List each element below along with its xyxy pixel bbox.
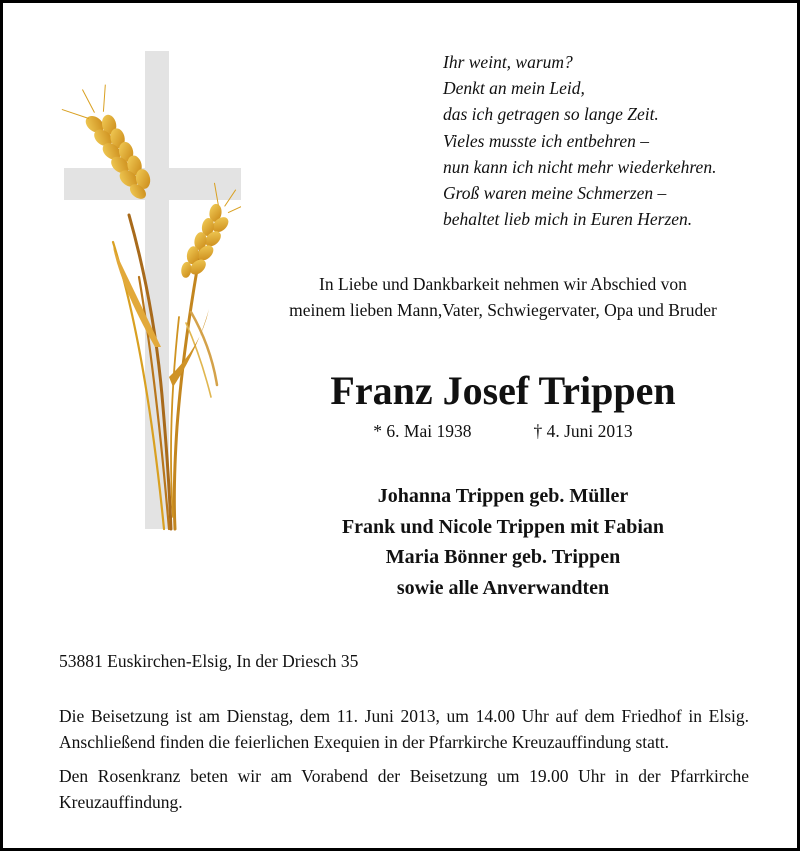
family-line: Maria Bönner geb. Trippen	[385, 546, 621, 568]
cross-with-wheat-emblem	[51, 47, 241, 537]
death-date: † 4. Juni 2013	[533, 421, 633, 441]
mourning-family	[243, 481, 763, 603]
family-line: sowie alle Anverwandten	[396, 576, 610, 599]
poem-line: Ihr weint, warum?	[443, 52, 573, 72]
poem-line: behaltet lieb mich in Euren Herzen.	[443, 209, 693, 230]
poem-line: Groß waren meine Schmerzen –	[443, 183, 667, 204]
funeral-notice: Die Beisetzung ist am Dienstag, dem 11. Juni 2013, um 14.00 Uhr auf dem Friedhof in Elsig. Anschließend finden die feierlichen Exequien in der Pfarrkirche Kreuzauffindung statt.	[59, 706, 749, 752]
birth-date: * 6. Mai 1938	[373, 421, 472, 441]
farewell-intro	[243, 271, 763, 323]
family-line: Frank und Nicole Trippen mit Fabian	[341, 515, 665, 538]
intro-line: meinem lieben Mann,Vater, Schwiegervater, Opa und Bruder	[289, 300, 717, 320]
mourning-address: 53881 Euskirchen-Elsig, In der Driesch 35	[59, 651, 359, 671]
rosary-notice: Den Rosenkranz beten wir am Vorabend der Beisetzung um 19.00 Uhr in der Pfarrkirche Kreuzauffindung.	[59, 766, 749, 812]
poem-line: nun kann ich nicht mehr wiederkehren.	[443, 156, 717, 177]
deceased-name: Franz Josef Trippen	[330, 368, 676, 413]
intro-line: In Liebe und Dankbarkeit nehmen wir Abschied von	[319, 274, 687, 294]
poem	[443, 49, 783, 232]
poem-line: Denkt an mein Leid,	[443, 78, 585, 99]
family-line: Johanna Trippen geb. Müller	[377, 485, 629, 507]
life-dates	[243, 418, 763, 444]
poem-line: das ich getragen so lange Zeit.	[443, 104, 659, 125]
poem-line: Vieles musste ich entbehren –	[443, 130, 650, 151]
